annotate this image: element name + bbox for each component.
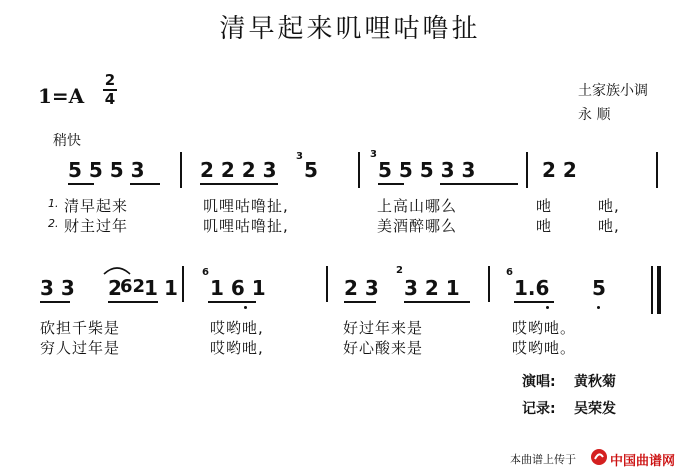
line2-m3-grace-note: 2 [396,265,403,276]
line2-m1-notes-d: 1 [164,276,178,300]
line1-m3-underline-b [440,183,518,185]
line2-verse2-lyric-1: 穷人过年是 [40,339,121,357]
line2-barline-2 [326,266,328,302]
time-signature [102,72,118,108]
line2-verse2-lyric-2: 哎哟吔, [210,339,264,357]
tempo-marking: 稍快 [53,133,81,149]
line1-m2-underline [200,183,278,185]
line2-barline-1 [182,266,184,302]
line2-verse2-lyric-3: 好心酸来是 [343,339,424,357]
line1-m2-end-note: 5 [304,158,318,182]
time-signature-bottom: 4 [104,90,116,108]
line1-m3-grace-note: 3 [370,149,377,160]
line1-m3-underline-a [378,183,404,185]
line1-verse1-lyric-1: 清早起来 [64,197,129,215]
line1-verse1-lyric-4: 吔 [536,197,553,215]
line2-m4-grace-note: 6 [506,267,513,278]
line2-m1-grace-notes: 62 [120,276,146,297]
line2-m3-notes-b: 3 2 1 [404,276,460,300]
line2-m3-underline-a [344,301,376,303]
line1-verse2-lyric-4: 吔 [536,217,553,235]
line1-verse2-lyric-1: 财主过年 [64,217,129,235]
final-barline-thin [651,266,653,314]
key-signature: 1=A [38,84,85,108]
line2-m4-final-note: 5 [592,276,606,300]
line2-m2-grace-note: 6 [202,267,209,278]
line1-verse2-lyric-3: 美酒醉哪么 [377,217,458,235]
line2-m1-notes-b: 2 [108,276,122,300]
line2-verse1-lyric-3: 好过年来是 [343,319,424,337]
line2-m3-underline-b [404,301,470,303]
line1-m2-grace-note: 3 [296,151,303,162]
song-title: 清早起来叽哩咕噜扯 [219,14,481,44]
line2-measure4-notes: 1.6 [514,276,550,300]
line1-measure1-notes: 5 5 5 3 [68,158,145,182]
time-signature-top: 2 [104,71,116,89]
line2-m2-underline [208,301,256,303]
line2-m4-final-low-dot [597,306,600,309]
line2-verse1-lyric-4: 哎哟吔。 [512,319,577,337]
line1-measure4-notes: 2 2 [542,158,577,182]
recorder-name: 吴荣发 [574,401,616,417]
line1-verse1-lyric-2: 叽哩咕噜扯, [203,197,289,215]
line2-m2-low-dot [244,306,247,309]
line2-measure2-notes: 1 6 1 [210,276,266,300]
line1-barline-2 [358,152,360,188]
line2-barline-3 [488,266,490,302]
line2-m1-underline-b [108,301,158,303]
line2-m1-notes-a: 3 3 [40,276,75,300]
line1-verse2-number: 2. [48,217,59,230]
footer-upload-text: 本曲谱上传于 [510,453,576,466]
singer-name: 黄秋菊 [574,374,616,390]
line2-verse1-lyric-1: 砍担千柴是 [40,319,121,337]
line2-verse1-lyric-2: 哎哟吔, [210,319,264,337]
genre-label: 土家族小调 [578,83,648,99]
line1-barline-3 [526,152,528,188]
line1-verse2-lyric-5: 吔, [598,217,620,235]
line2-m1-underline-a [40,301,70,303]
singer-label: 演唱: [522,374,556,390]
line2-m4-underline [514,301,554,303]
line1-measure2-notes: 2 2 2 3 [200,158,277,182]
line1-m1-underline-b [130,183,160,185]
line1-barline-1 [180,152,182,188]
line2-verse2-lyric-4: 哎哟吔。 [512,339,577,357]
line1-verse1-number: 1. [48,197,59,210]
line1-measure3-notes: 5 5 5 3 3 [378,158,476,182]
line1-verse2-lyric-2: 叽哩咕噜扯, [203,217,289,235]
line2-slur [102,262,132,276]
line2-m3-notes-a: 2 3 [344,276,379,300]
line2-m4-low-dot [546,306,549,309]
line1-barline-4 [656,152,658,188]
source-label: 永 顺 [578,107,611,123]
line1-verse1-lyric-3: 上高山哪么 [377,197,458,215]
final-barline-thick [657,266,661,314]
site-brand-link[interactable]: 中国曲谱网 [610,454,676,469]
recorder-label: 记录: [522,401,556,417]
line1-m1-underline-a [68,183,94,185]
line2-m1-notes-c: 1 [144,276,158,300]
line1-verse1-lyric-5: 吔, [598,197,620,215]
site-logo-icon [590,448,608,466]
